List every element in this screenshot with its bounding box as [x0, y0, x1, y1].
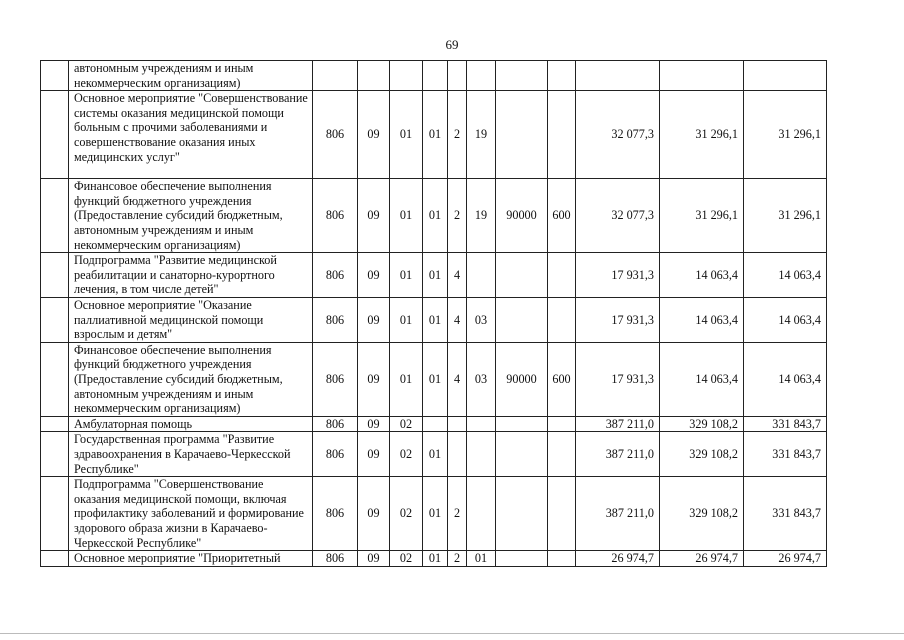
- cell-sum-year2: 329 108,2: [660, 477, 744, 551]
- cell-sum-year2: 14 063,4: [660, 253, 744, 298]
- cell-name: Амбулаторная помощь: [69, 416, 313, 432]
- cell-direction: [496, 477, 548, 551]
- cell-program: 01: [423, 551, 448, 567]
- cell-sum-year1: 387 211,0: [576, 477, 660, 551]
- cell-index: [41, 477, 69, 551]
- cell-direction: [496, 416, 548, 432]
- cell-event: [467, 477, 496, 551]
- cell-razdel: 09: [358, 551, 390, 567]
- cell-razdel: 09: [358, 91, 390, 179]
- cell-name: автономным учреждениям и иным некоммерческим организациям): [69, 61, 313, 91]
- cell-grbs: 806: [313, 342, 358, 416]
- cell-subprogram: [448, 61, 467, 91]
- cell-expense-type: [548, 551, 576, 567]
- cell-sum-year3: 331 843,7: [744, 477, 827, 551]
- cell-razdel: 09: [358, 179, 390, 253]
- cell-subprogram: 2: [448, 91, 467, 179]
- cell-razdel: [358, 61, 390, 91]
- cell-podrazdel: 01: [390, 342, 423, 416]
- budget-table: [40, 60, 827, 567]
- cell-grbs: [313, 61, 358, 91]
- table-row: [41, 477, 827, 551]
- cell-program: [423, 61, 448, 91]
- cell-index: [41, 297, 69, 342]
- cell-subprogram: 2: [448, 551, 467, 567]
- cell-sum-year1: 387 211,0: [576, 416, 660, 432]
- cell-sum-year2: 329 108,2: [660, 416, 744, 432]
- cell-name: Подпрограмма "Совершенствование оказания медицинской помощи, включая профилактику заболеваний и формирование здорового образа жизни в Карачаево-Черкесской Республике": [69, 477, 313, 551]
- cell-program: 01: [423, 253, 448, 298]
- cell-expense-type: [548, 297, 576, 342]
- cell-sum-year3: 331 843,7: [744, 416, 827, 432]
- cell-event: 19: [467, 179, 496, 253]
- cell-event: [467, 61, 496, 91]
- cell-program: 01: [423, 432, 448, 477]
- table-row: [41, 416, 827, 432]
- cell-direction: 90000: [496, 179, 548, 253]
- page-number: 69: [445, 37, 459, 52]
- cell-program: 01: [423, 342, 448, 416]
- cell-podrazdel: 02: [390, 432, 423, 477]
- cell-index: [41, 416, 69, 432]
- cell-sum-year3: 31 296,1: [744, 179, 827, 253]
- cell-sum-year1: 17 931,3: [576, 253, 660, 298]
- cell-podrazdel: 01: [390, 91, 423, 179]
- cell-direction: [496, 551, 548, 567]
- cell-sum-year3: 331 843,7: [744, 432, 827, 477]
- cell-name: Финансовое обеспечение выполнения функций бюджетного учреждения (Предоставление субсидий бюджетным, автономным учреждениям и иным некоммерческим организациям): [69, 342, 313, 416]
- cell-grbs: 806: [313, 91, 358, 179]
- cell-direction: [496, 91, 548, 179]
- cell-direction: [496, 253, 548, 298]
- cell-sum-year3: 14 063,4: [744, 342, 827, 416]
- cell-sum-year2: [660, 61, 744, 91]
- cell-program: 01: [423, 179, 448, 253]
- cell-sum-year3: 14 063,4: [744, 253, 827, 298]
- cell-subprogram: [448, 416, 467, 432]
- cell-sum-year1: 387 211,0: [576, 432, 660, 477]
- cell-sum-year3: [744, 61, 827, 91]
- cell-razdel: 09: [358, 416, 390, 432]
- cell-expense-type: [548, 91, 576, 179]
- cell-sum-year1: 32 077,3: [576, 179, 660, 253]
- cell-subprogram: 2: [448, 477, 467, 551]
- table-row: [41, 342, 827, 416]
- cell-grbs: 806: [313, 477, 358, 551]
- cell-podrazdel: 01: [390, 297, 423, 342]
- cell-program: [423, 416, 448, 432]
- table-row: [41, 551, 827, 567]
- cell-sum-year3: 26 974,7: [744, 551, 827, 567]
- cell-direction: [496, 432, 548, 477]
- cell-sum-year1: [576, 61, 660, 91]
- cell-index: [41, 91, 69, 179]
- cell-grbs: 806: [313, 253, 358, 298]
- cell-name: Подпрограмма "Развитие медицинской реабилитации и санаторно-курортного лечения, в том числе детей": [69, 253, 313, 298]
- cell-expense-type: 600: [548, 342, 576, 416]
- cell-podrazdel: 02: [390, 416, 423, 432]
- cell-event: 01: [467, 551, 496, 567]
- cell-razdel: 09: [358, 253, 390, 298]
- cell-podrazdel: 01: [390, 253, 423, 298]
- cell-event: [467, 253, 496, 298]
- table-row: [41, 179, 827, 253]
- cell-event: 19: [467, 91, 496, 179]
- cell-podrazdel: [390, 61, 423, 91]
- cell-expense-type: [548, 253, 576, 298]
- cell-sum-year1: 17 931,3: [576, 342, 660, 416]
- cell-sum-year3: 14 063,4: [744, 297, 827, 342]
- cell-event: 03: [467, 297, 496, 342]
- cell-razdel: 09: [358, 342, 390, 416]
- cell-sum-year2: 31 296,1: [660, 179, 744, 253]
- table-row: [41, 61, 827, 91]
- cell-program: 01: [423, 297, 448, 342]
- cell-index: [41, 179, 69, 253]
- cell-direction: 90000: [496, 342, 548, 416]
- cell-index: [41, 551, 69, 567]
- cell-sum-year1: 32 077,3: [576, 91, 660, 179]
- cell-podrazdel: 02: [390, 477, 423, 551]
- cell-grbs: 806: [313, 297, 358, 342]
- cell-name: Основное мероприятие "Оказание паллиативной медицинской помощи взрослым и детям": [69, 297, 313, 342]
- cell-subprogram: 4: [448, 342, 467, 416]
- cell-expense-type: [548, 61, 576, 91]
- cell-index: [41, 342, 69, 416]
- cell-sum-year2: 14 063,4: [660, 297, 744, 342]
- cell-sum-year2: 31 296,1: [660, 91, 744, 179]
- cell-index: [41, 253, 69, 298]
- cell-subprogram: 2: [448, 179, 467, 253]
- cell-expense-type: [548, 477, 576, 551]
- cell-name: Финансовое обеспечение выполнения функций бюджетного учреждения (Предоставление субсидий бюджетным, автономным учреждениям и иным некоммерческим организациям): [69, 179, 313, 253]
- cell-sum-year1: 17 931,3: [576, 297, 660, 342]
- cell-expense-type: [548, 432, 576, 477]
- cell-subprogram: 4: [448, 297, 467, 342]
- cell-grbs: 806: [313, 551, 358, 567]
- cell-program: 01: [423, 477, 448, 551]
- cell-grbs: 806: [313, 416, 358, 432]
- cell-sum-year2: 26 974,7: [660, 551, 744, 567]
- cell-sum-year2: 329 108,2: [660, 432, 744, 477]
- page-edge-line: [0, 633, 904, 634]
- table-row: [41, 253, 827, 298]
- cell-sum-year1: 26 974,7: [576, 551, 660, 567]
- cell-razdel: 09: [358, 297, 390, 342]
- cell-name: Основное мероприятие "Совершенствование системы оказания медицинской помощи больным с прочими заболеваниями и совершенствование оказания иных медицинских услуг": [69, 91, 313, 179]
- table-row: [41, 432, 827, 477]
- cell-podrazdel: 02: [390, 551, 423, 567]
- cell-index: [41, 61, 69, 91]
- cell-name: Основное мероприятие "Приоритетный: [69, 551, 313, 567]
- cell-direction: [496, 297, 548, 342]
- cell-grbs: 806: [313, 432, 358, 477]
- cell-subprogram: 4: [448, 253, 467, 298]
- cell-event: [467, 432, 496, 477]
- cell-expense-type: [548, 416, 576, 432]
- cell-index: [41, 432, 69, 477]
- cell-name: Государственная программа "Развитие здравоохранения в Карачаево-Черкесской Республике": [69, 432, 313, 477]
- cell-razdel: 09: [358, 477, 390, 551]
- cell-program: 01: [423, 91, 448, 179]
- cell-sum-year3: 31 296,1: [744, 91, 827, 179]
- cell-sum-year2: 14 063,4: [660, 342, 744, 416]
- table-row: [41, 91, 827, 179]
- cell-subprogram: [448, 432, 467, 477]
- cell-event: [467, 416, 496, 432]
- cell-expense-type: 600: [548, 179, 576, 253]
- cell-grbs: 806: [313, 179, 358, 253]
- cell-podrazdel: 01: [390, 179, 423, 253]
- cell-direction: [496, 61, 548, 91]
- table-row: [41, 297, 827, 342]
- cell-razdel: 09: [358, 432, 390, 477]
- cell-event: 03: [467, 342, 496, 416]
